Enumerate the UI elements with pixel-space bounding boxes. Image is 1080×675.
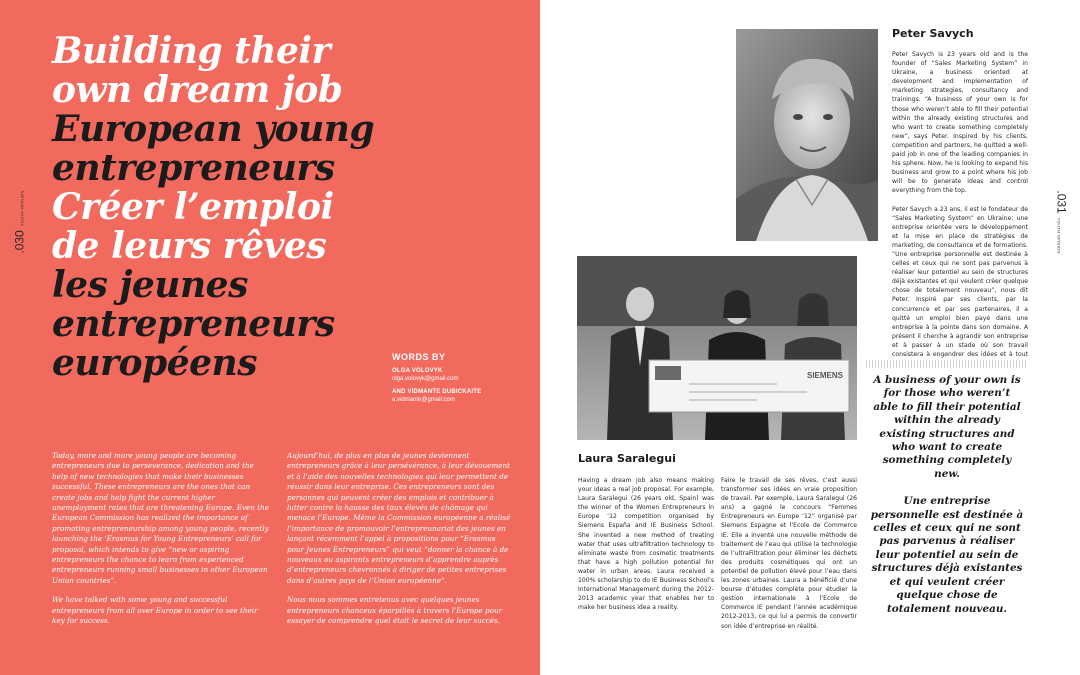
laura-paragraph: Having a dream job also means making your ideas a real job proposal. For example, Laura Saralegui (26 years old, Spain) was the winner of the Women Entrepreneurs in Europe ‘12 competition organised by Siemens España and IE Business School. She invented a new method of treating water that uses ultrafiltration technology to eliminate waste from cosmetic treatments that have a high pollution potential for water in urban areas. Laura received a 100% scholarship to do IE Business School’s International Management during the 2012-2013 academic year that enables her to make her business idea a reality. — [578, 477, 714, 612]
pull-quote — [866, 360, 1028, 626]
page-number: .031 — [1055, 190, 1070, 214]
author-name: AND VIDMANTE DUBICKAITE — [392, 389, 482, 395]
headline-fr-sub-line-3: européens — [52, 342, 257, 384]
right-page — [540, 0, 1080, 675]
folio-right — [1052, 192, 1072, 252]
byline — [392, 352, 532, 409]
section-tag: YOUTH OPINION — [1057, 217, 1063, 254]
award-illustration — [577, 256, 857, 440]
folio-left — [10, 192, 30, 252]
author-email[interactable]: olga.volovyk@gmail.com — [392, 376, 459, 382]
quote-divider — [866, 360, 1028, 368]
headline-fr-sub-line-2: entrepreneurs — [52, 303, 335, 345]
intro-paragraph: Today, more and more young people are becoming entrepreneurs due to perseverance, dedication and the help of new technologies that make their businesses successful. These entrepreneurs are the ones that can create jobs and help fight the current higher unemployment rates that are threatening Europe. Even the European Commission has realized the importance of promoting entrepreneurship among young people, recently launching the ‘Erasmus for Young Entrepreneurs’ call for proposal, which intends to give “new or aspiring entrepreneurs the chance to learn from experienced entrepreneurs running small businesses in other European Union countries”. — [52, 451, 269, 585]
intro-paragraph: Nous nous sommes entretenus avec quelques jeunes entrepreneurs chanceux éparpillés à travers l’Europe pour essayer de comprendre quel était le secret de leur succès. — [287, 595, 503, 626]
peter-text — [892, 50, 1028, 377]
intro-column-fr — [287, 451, 511, 636]
peter-paragraph: Peter Savych is 23 years old and is the founder of “Sales Marketing System” in Ukraine, a business oriented at development and implementation of marketing strategies, consultancy and trainings. “A business of your own is for those who weren’t able to fill their potential within the already existing structures and who want to create something completely new”, says Peter. Inspired by his clients, competition and partners, he quitted a well-paid job in one of the leading companies in his sphere. Now, he is looking to expand his business and grow to a point where his job will be to generate ideas and control everything from the top. — [892, 51, 1028, 195]
headline-fr-line-2: de leurs rêves — [52, 225, 327, 267]
intro-paragraph: We have talked with some young and successful entrepreneurs from all over Europe in order to see their key for success. — [52, 595, 258, 626]
headline-en-line-1: Building their — [52, 30, 331, 72]
laura-text-fr — [721, 476, 857, 640]
author-email[interactable]: a.vidmante@gmail.com — [392, 397, 455, 403]
headline — [52, 32, 512, 383]
portrait-illustration — [736, 29, 878, 241]
intro-column-en — [52, 451, 270, 636]
author-name: OLGA VOLOVYK — [392, 368, 443, 374]
intro-paragraph: Aujourd’hui, de plus en plus de jeunes deviennent entrepreneurs grâce à leur persévérance, à leur dévouement et à l’aide des nouvelles technologies qui leur permettent de réussir dans leur entreprise. Ces entrepreneurs sont des personnes qui peuvent créer des emplois et contribuer à lutter contre la hausse des taux élevés de chômage qui menace l’Europe. Même la Commission européenne a réalisé l’importance de promouvoir l’entrepreunariat des jeunes en lançant récemment l’appel à propositions pour “Erasmus pour Jeunes Entrepreneurs” qui veut “donner la chance à de nouveaux ou aspirants entrepreneurs d’apprendre auprès d’entrepreneurs chevronnés à diriger de petites entreprises dans d’autres pays de l’Union européenne”. — [287, 451, 511, 585]
section-heading-laura: Laura Saralegui — [578, 452, 676, 465]
laura-text-en — [578, 476, 714, 621]
pull-quote-en: A business of your own is for those who weren’t able to fill their potential within the already existing structures and who want to create something completely new. — [873, 374, 1021, 480]
laura-paragraph: Faire le travail de ses rêves, c’est aussi transformer ses idées en vraie proposition de travail. Par exemple, Laura Saralegui (26 ans) a gagné le concours “Femmes Entrepreneurs en Europe ‘12” organisé par Siemens Espagne et l’Ecole de Commerce IE. Elle a inventé une nouvelle méthode de traitement de l’eau qui utilise la technologie de l’ultraFiltration pour éliminer les déchets des produits cosmétiques qui ont un potentiel de pollution élevé pour l’eau dans les zones urbaines. Laura a bénéficié d’une bourse d’études complète pour étudier la gestion internationale à l’Ecole de Commerce IE pendant l’année académique 2012-2013, ce qui lui a permis de convertir son idée d’entreprise en réalité. — [721, 477, 857, 630]
section-tag: YOUTH OPINION — [20, 190, 26, 227]
headline-fr-sub-line-1: les jeunes — [52, 264, 248, 306]
peter-paragraph: Peter Savych a 23 ans, il est le fondateur de “Sales Marketing System” en Ukraine; une entreprise orientée vers le développement et la mise en place de stratégies de marketing, de consultance et de formations. “Une entreprise personnelle est destinée à celles et ceux qui ne sont pas parvenus à réaliser leur potentiel au sein de structures déjà existantes et qui veulent créer quelque chose de totalement nouveau”, nous dit Peter. Inspiré par ses clients, par la concurrence et par ses partenaires, il a quitté un emploi bien payé dans une entreprise à la pointe dans son domaine. A présent il cherche à agrandir son entreprise et à passer à un stade où son travail consistera à engendrer des idées et à tout — [892, 205, 1028, 358]
portrait-photo-peter — [736, 29, 878, 241]
headline-en-sub-line-1: European young — [52, 108, 375, 150]
byline-label: WORDS BY — [392, 352, 446, 362]
headline-en-line-2: own dream job — [52, 69, 343, 111]
pull-quote-fr: Une entreprise personnelle est destinée à celles et ceux qui ne sont pas parvenus à réaliser leur potentiel au sein de structures déjà existantes et qui veulent créer quelque chose de totalement nouveau. — [870, 495, 1024, 615]
page-number: .030 — [13, 230, 28, 254]
award-photo-laura — [577, 256, 857, 440]
cheque-brand-text: SIEMENS — [807, 371, 844, 380]
headline-en-sub-line-2: entrepreneurs — [52, 147, 335, 189]
headline-fr-line-1: Créer l’emploi — [52, 186, 334, 228]
section-heading-peter: Peter Savych — [892, 27, 974, 40]
